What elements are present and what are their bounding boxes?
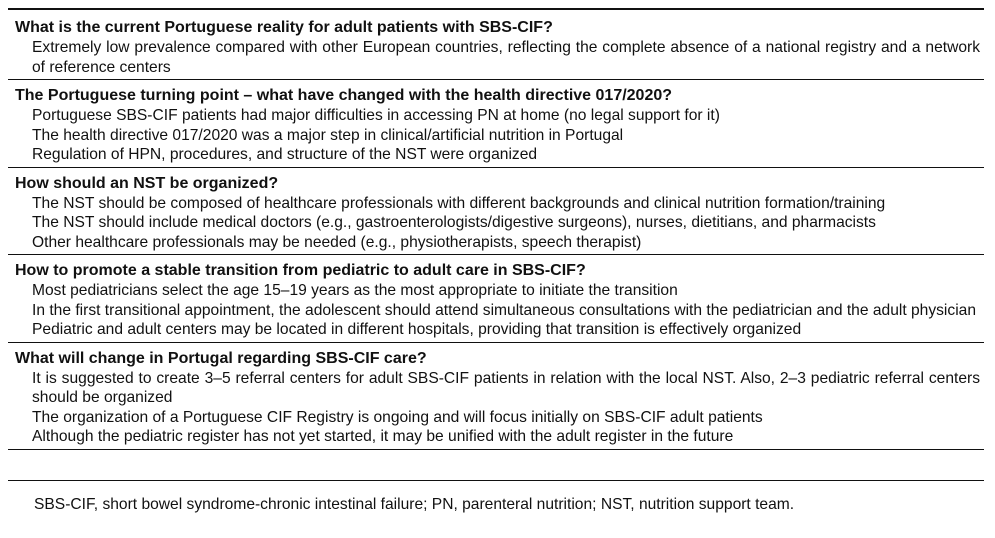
section-current-reality: [8, 10, 984, 80]
summary-table: [8, 8, 984, 450]
list-item: Most pediatricians select the age 15–19 years as the most appropriate to initiate the transition: [32, 282, 678, 299]
list-item: The NST should be composed of healthcare professionals with different backgrounds and clinical nutrition formation/training: [32, 194, 886, 212]
section-heading: The Portuguese turning point – what have changed with the health directive 017/2020?: [15, 87, 673, 104]
list-item: The NST should include medical doctors (e.g., gastroenterologists/digestive surgeons), nurses, dietitians, and pharmacists: [32, 214, 876, 231]
list-item: The organization of a Portuguese CIF Registry is ongoing and will focus initially on SBS-CIF adult patients: [32, 408, 763, 426]
section-future-changes: [8, 343, 984, 450]
section-heading: What will change in Portugal regarding SBS-CIF care?: [15, 349, 427, 367]
section-turning-point: [8, 80, 984, 168]
section-heading: How should an NST be organized?: [15, 174, 279, 192]
table-footnote: SBS-CIF, short bowel syndrome-chronic intestinal failure; PN, parenteral nutrition; NST, nutrition support team.: [8, 480, 984, 514]
section-heading: What is the current Portuguese reality for adult patients with SBS-CIF?: [15, 19, 553, 36]
section-transition: [8, 255, 984, 343]
list-item: Other healthcare professionals may be needed (e.g., physiotherapists, speech therapist): [32, 233, 642, 251]
section-nst-organization: [8, 168, 984, 256]
list-item: It is suggested to create 3–5 referral centers for adult SBS-CIF patients in relation with the local NST. Also, 2–3 pediatric referral centers should be organized: [32, 369, 980, 406]
list-item: Portuguese SBS-CIF patients had major difficulties in accessing PN at home (no legal support for it): [32, 107, 720, 124]
list-item: Although the pediatric register has not yet started, it may be unified with the adult register in the future: [32, 428, 734, 445]
list-item: The health directive 017/2020 was a major step in clinical/artificial nutrition in Portugal: [32, 126, 624, 144]
list-item: Pediatric and adult centers may be located in different hospitals, providing that transition is effectively organized: [32, 321, 802, 338]
list-item: Regulation of HPN, procedures, and structure of the NST were organized: [32, 146, 538, 163]
section-heading: How to promote a stable transition from pediatric to adult care in SBS-CIF?: [15, 262, 586, 279]
list-item: Extremely low prevalence compared with other European countries, reflecting the complete absence of a national registry and a network of reference centers: [32, 39, 980, 76]
list-item: In the first transitional appointment, the adolescent should attend simultaneous consultations with the pediatrician and the adult physician: [32, 301, 977, 319]
